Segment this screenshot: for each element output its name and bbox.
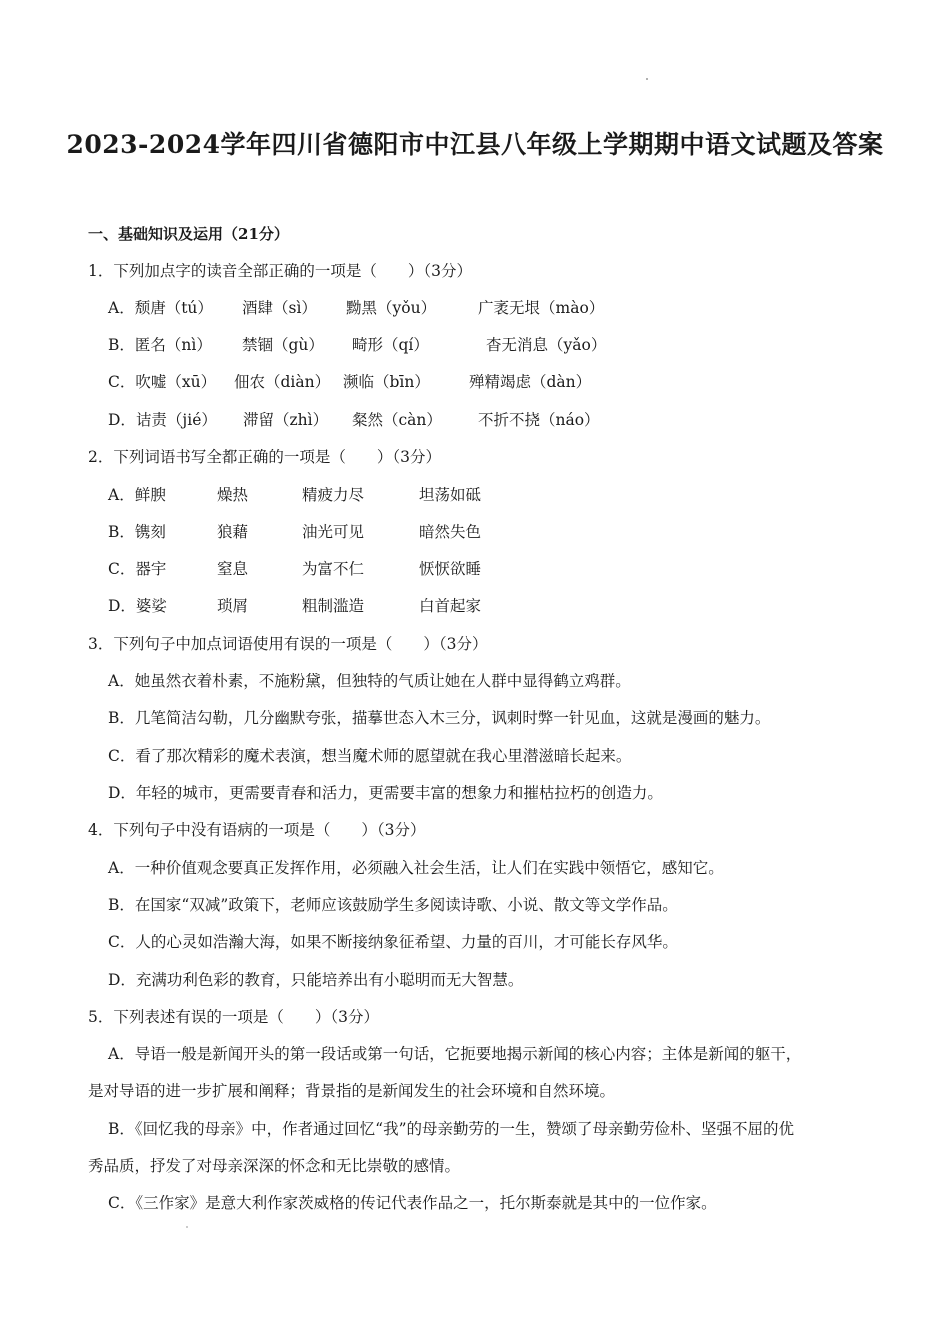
question-2-stem: 2．下列词语书写全都正确的一项是（ ）（3分）	[88, 448, 441, 466]
q1-option-c-2: 佃农（diàn）	[234, 373, 331, 391]
q1-option-d-4: 不折不挠（náo）	[478, 411, 600, 429]
q1-option-d-3: 粲然（càn）	[352, 411, 442, 429]
q4-option-a: A．一种价值观念要真正发挥作用，必须融入社会生活，让人们在实践中领悟它，感知它。	[108, 859, 724, 877]
q1-option-c-1: C．吹嘘（xū）	[108, 373, 217, 391]
scan-dot	[186, 1226, 188, 1228]
q3-option-c: C．看了那次精彩的魔术表演，想当魔术师的愿望就在我心里潜滋暗长起来。	[108, 747, 632, 765]
q2-option-b-3: 油光可见	[302, 523, 365, 541]
q1-option-b-1: B．匿名（nì）	[108, 336, 212, 354]
q1-option-a-3: 黝黑（yǒu）	[346, 299, 437, 317]
page-title: 2023-2024学年四川省德阳市中江县八年级上学期期中语文试题及答案	[66, 130, 884, 159]
q2-option-a-2: 燥热	[217, 486, 249, 504]
q5-option-c: C．《三作家》是意大利作家茨威格的传记代表作品之一，托尔斯泰就是其中的一位作家。	[108, 1194, 717, 1212]
q2-option-d-3: 粗制滥造	[302, 597, 365, 615]
q2-option-c-3: 为富不仁	[302, 560, 365, 578]
q5-option-b-line-2: 秀品质，抒发了对母亲深深的怀念和无比崇敬的感情。	[88, 1157, 461, 1175]
q4-option-b: B．在国家“双减”政策下，老师应该鼓励学生多阅读诗歌、小说、散文等文学作品。	[108, 896, 678, 914]
scan-dot	[646, 78, 648, 80]
q1-option-d-2: 滞留（zhì）	[243, 411, 329, 429]
question-1-stem: 1．下列加点字的读音全部正确的一项是（ ）（3分）	[88, 262, 472, 280]
q2-option-b-1: B．镌刻	[108, 523, 166, 541]
question-4-stem: 4．下列句子中没有语病的一项是（ ）（3分）	[88, 821, 426, 839]
q2-option-c-2: 窒息	[217, 560, 249, 578]
question-3-stem: 3．下列句子中加点词语使用有误的一项是（ ）（3分）	[88, 635, 488, 653]
q1-option-b-2: 禁锢（gù）	[242, 336, 324, 354]
q2-option-b-4: 暗然失色	[419, 523, 482, 541]
q2-option-c-4: 恹恹欲睡	[419, 560, 482, 578]
q2-option-d-4: 白首起家	[419, 597, 482, 615]
q2-option-d-1: D．婆娑	[108, 597, 167, 615]
q3-option-a: A．她虽然衣着朴素，不施粉黛，但独特的气质让她在人群中显得鹤立鸡群。	[108, 672, 631, 690]
q5-option-a-line-2: 是对导语的进一步扩展和阐释；背景指的是新闻发生的社会环境和自然环境。	[88, 1082, 616, 1100]
question-5-stem: 5．下列表述有误的一项是（ ）（3分）	[88, 1008, 379, 1026]
q2-option-d-2: 琐屑	[217, 597, 249, 615]
q4-option-c: C．人的心灵如浩瀚大海，如果不断接纳象征希望、力量的百川，才可能长存风华。	[108, 933, 678, 951]
q2-option-a-1: A．鲜腴	[108, 486, 166, 504]
q2-option-a-4: 坦荡如砥	[419, 486, 482, 504]
q1-option-d-1: D．诘责（jié）	[108, 411, 217, 429]
q5-option-a-line-1: A．导语一般是新闻开头的第一段话或第一句话，它扼要地揭示新闻的核心内容；主体是新闻的躯干，	[108, 1045, 802, 1063]
q2-option-c-1: C．器宇	[108, 560, 167, 578]
q3-option-b: B．几笔简洁勾勒，几分幽默夸张，描摹世态入木三分，讽刺时弊一针见血，这就是漫画的魅力。	[108, 709, 771, 727]
q1-option-a-4: 广袤无垠（mào）	[478, 299, 605, 317]
q1-option-b-4: 杳无消息（yǎo）	[486, 336, 607, 354]
q2-option-a-3: 精疲力尽	[302, 486, 365, 504]
q1-option-c-3: 濒临（bīn）	[343, 373, 430, 391]
q5-option-b-line-1: B．《回忆我的母亲》中，作者通过回忆“我”的母亲勤劳的一生，赞颂了母亲勤劳俭朴、坚强不屈的优	[108, 1120, 794, 1138]
q1-option-a-1: A．颓唐（tú）	[108, 299, 213, 317]
q1-option-b-3: 畸形（qí）	[352, 336, 429, 354]
q1-option-a-2: 酒肆（sì）	[242, 299, 317, 317]
section-heading: 一、基础知识及运用（21分）	[88, 225, 289, 243]
q2-option-b-2: 狼藉	[217, 523, 249, 541]
q3-option-d: D．年轻的城市，更需要青春和活力，更需要丰富的想象力和摧枯拉朽的创造力。	[108, 784, 663, 802]
q1-option-c-4: 殚精竭虑（dàn）	[469, 373, 592, 391]
q4-option-d: D．充满功利色彩的教育，只能培养出有小聪明而无大智慧。	[108, 971, 524, 989]
